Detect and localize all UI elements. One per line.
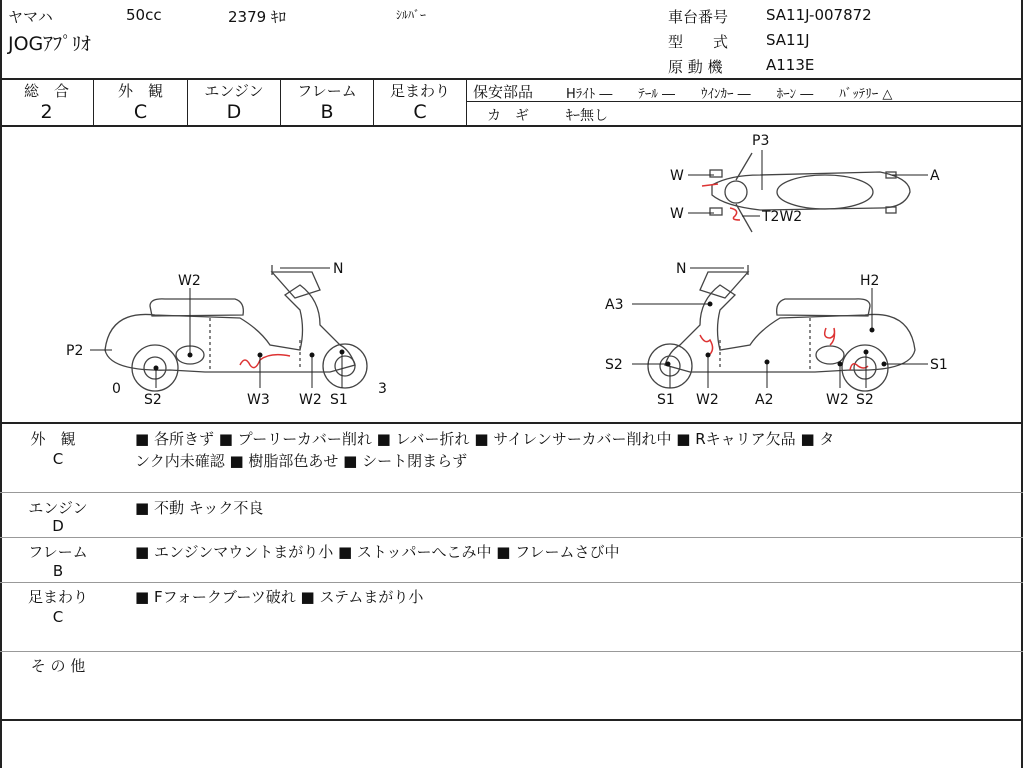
label-w2b-left: W2	[299, 392, 322, 408]
label-w-top-1: W	[670, 168, 684, 184]
mileage: 2379 ｷﾛ	[228, 8, 286, 26]
label-p2-left: P2	[66, 343, 84, 359]
safety-parts-label: 保安部品	[473, 83, 534, 101]
section-suspension-label: 足まわり	[27, 588, 88, 606]
key-label: カ ギ	[487, 108, 529, 124]
key-value: ｷｰ無し	[566, 108, 608, 124]
score-total-label: 総 合	[23, 82, 69, 100]
engine-model-value: A113E	[766, 56, 815, 74]
maker: ヤマハ	[8, 8, 53, 26]
scooter-side-view-left	[105, 265, 367, 391]
section-frame-label: フレーム	[28, 543, 88, 561]
label-w2b-right: W2	[826, 392, 849, 408]
label-n-left: N	[333, 261, 344, 277]
section-exterior-text-2: ンク内未確認 ■ 樹脂部色あせ ■ シート閉まらず	[135, 452, 468, 470]
section-suspension-text: ■ Fフォークブーツ破れ ■ ステムまがり小	[135, 588, 424, 606]
label-w2-right: W2	[696, 392, 719, 408]
section-frame-grade: B	[52, 562, 64, 580]
score-frame-label: フレーム	[297, 82, 357, 100]
label-p3-top: P3	[752, 133, 770, 149]
section-frame-text: ■ エンジンマウントまがり小 ■ ストッパーへこみ中 ■ フレームさび中	[135, 543, 620, 561]
label-w3-left: W3	[247, 392, 270, 408]
label-s2-left: S2	[144, 392, 162, 408]
score-exterior-label: 外 観	[117, 82, 163, 100]
section-engine-text: ■ 不動 キック不良	[135, 499, 264, 517]
label-h2-right: H2	[860, 273, 880, 289]
label-a2-right: A2	[755, 392, 774, 408]
section-suspension-grade: C	[52, 608, 64, 626]
safety-parts-items: Hﾗｲﾄ ― ﾃｰﾙ ― ｳｲﾝｶｰ ― ﾎｰﾝ ― ﾊﾞｯﾃﾘｰ △	[566, 87, 893, 102]
label-a-top: A	[930, 168, 940, 184]
label-3-left: 3	[378, 381, 387, 397]
score-suspension-value: C	[413, 101, 427, 123]
color: ｼﾙﾊﾞｰ	[396, 8, 427, 22]
section-exterior-label: 外 観	[30, 430, 76, 448]
frame-number-label: 車台番号	[668, 8, 729, 26]
label-s1-left: S1	[330, 392, 348, 408]
label-s1-right: S1	[930, 357, 948, 373]
damage-mark-left	[240, 355, 290, 368]
model-name: JOGｱﾌﾟﾘｵ	[8, 33, 91, 55]
label-a3-right: A3	[605, 297, 624, 313]
label-s2b-right: S2	[856, 392, 874, 408]
label-0-left: 0	[112, 381, 121, 397]
score-total-value: 2	[40, 101, 53, 123]
type-value: SA11J	[766, 31, 810, 49]
score-engine-value: D	[226, 101, 242, 123]
section-exterior-text-1: ■ 各所きず ■ プーリーカバー削れ ■ レバー折れ ■ サイレンサーカバー削れ中 ■ Rキャリア欠品 ■ タ	[135, 430, 835, 448]
label-w-top-2: W	[670, 206, 684, 222]
label-t2w2-top: T2W2	[762, 209, 803, 225]
section-other-label: そ の 他	[30, 657, 86, 675]
section-exterior-grade: C	[52, 450, 64, 468]
label-s2-right: S2	[605, 357, 623, 373]
label-s1b-right: S1	[657, 392, 675, 408]
frame-number-value: SA11J-007872	[766, 6, 872, 24]
score-engine-label: エンジン	[204, 82, 264, 100]
section-engine-grade: D	[52, 517, 64, 535]
displacement: 50cc	[126, 6, 162, 24]
score-frame-value: B	[320, 101, 334, 123]
label-w2-left: W2	[178, 273, 201, 289]
score-exterior-value: C	[133, 101, 148, 123]
label-n-right: N	[676, 261, 687, 277]
type-label: 型 式	[668, 33, 729, 51]
section-engine-label: エンジン	[28, 499, 88, 517]
score-suspension-label: 足まわり	[389, 82, 450, 100]
engine-model-label: 原 動 機	[668, 58, 723, 76]
